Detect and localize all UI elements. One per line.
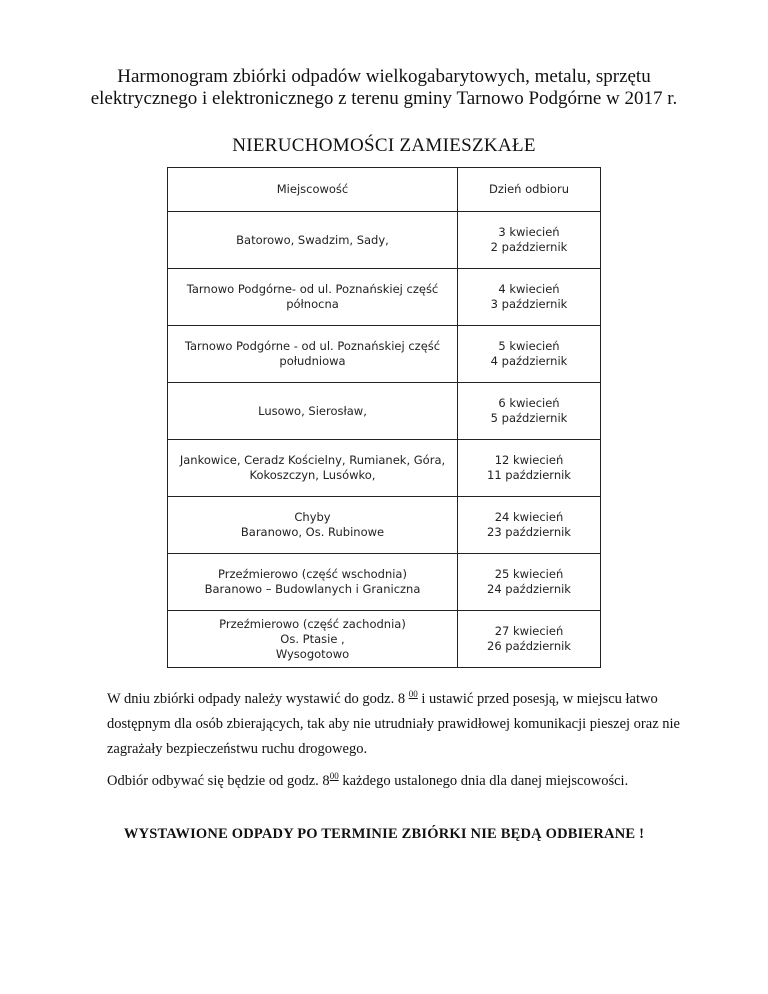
title-line-1: Harmonogram zbiórki odpadów wielkogabarytowych, metalu, sprzętu xyxy=(117,66,651,87)
date-cell: 12 kwiecień 11 październik xyxy=(458,440,601,497)
table-row xyxy=(168,554,601,611)
table-header-row xyxy=(168,168,601,212)
date-cell: 27 kwiecień 26 październik xyxy=(458,611,601,668)
date-cell: 25 kwiecień 24 październik xyxy=(458,554,601,611)
place-cell: Lusowo, Sierosław, xyxy=(168,383,458,440)
section-subtitle: NIERUCHOMOŚCI ZAMIESZKAŁE xyxy=(232,135,536,156)
table-row xyxy=(168,326,601,383)
date-cell: 24 kwiecień 23 październik xyxy=(458,497,601,554)
time-superscript: 00 xyxy=(408,689,418,699)
table-row xyxy=(168,611,601,668)
document-title xyxy=(60,66,708,110)
column-header-date: Dzień odbioru xyxy=(458,168,601,212)
warning-notice: WYSTAWIONE ODPADY PO TERMINIE ZBIÓRKI NIE BĘDĄ ODBIERANE ! xyxy=(123,826,645,842)
place-cell: Batorowo, Swadzim, Sady, xyxy=(168,212,458,269)
table-row xyxy=(168,440,601,497)
place-cell: Jankowice, Ceradz Kościelny, Rumianek, Góra, Kokoszczyn, Lusówko, xyxy=(168,440,458,497)
date-cell: 3 kwiecień 2 październik xyxy=(458,212,601,269)
pickup-time-paragraph xyxy=(107,764,707,794)
instruction-text-end: i ustawić przed posesją, w miejscu łatwo dostępnym dla osób zbierających, tak aby nie utrudniały prawidłowej komunikacji pieszej oraz nie zagrażały bezpieczeństwu ruchu drogowego. xyxy=(107,690,680,757)
place-cell: Tarnowo Podgórne - od ul. Poznańskiej część południowa xyxy=(168,326,458,383)
table-row xyxy=(168,269,601,326)
pickup-text-end: każdego ustalonego dnia dla danej miejscowości. xyxy=(338,772,629,789)
table-row xyxy=(168,212,601,269)
title-line-2: elektrycznego i elektronicznego z terenu gminy Tarnowo Podgórne w 2017 r. xyxy=(90,88,678,109)
table-row xyxy=(168,383,601,440)
date-cell: 6 kwiecień 5 październik xyxy=(458,383,601,440)
date-cell: 5 kwiecień 4 październik xyxy=(458,326,601,383)
pickup-time-superscript: 00 xyxy=(329,771,339,781)
pickup-text-start: Odbiór odbywać się będzie od godz. 8 xyxy=(107,772,330,789)
instruction-text-start: W dniu zbiórki odpady należy wystawić do godz. 8 xyxy=(107,690,409,707)
place-cell: Tarnowo Podgórne- od ul. Poznańskiej część północna xyxy=(168,269,458,326)
place-cell: Chyby Baranowo, Os. Rubinowe xyxy=(168,497,458,554)
schedule-table xyxy=(167,167,601,668)
table-row xyxy=(168,497,601,554)
instruction-paragraph xyxy=(107,682,707,762)
date-cell: 4 kwiecień 3 październik xyxy=(458,269,601,326)
place-cell: Przeźmierowo (część zachodnia) Os. Ptasie , Wysogotowo xyxy=(168,611,458,668)
place-cell: Przeźmierowo (część wschodnia) Baranowo – Budowlanych i Graniczna xyxy=(168,554,458,611)
column-header-place: Miejscowość xyxy=(168,168,458,212)
